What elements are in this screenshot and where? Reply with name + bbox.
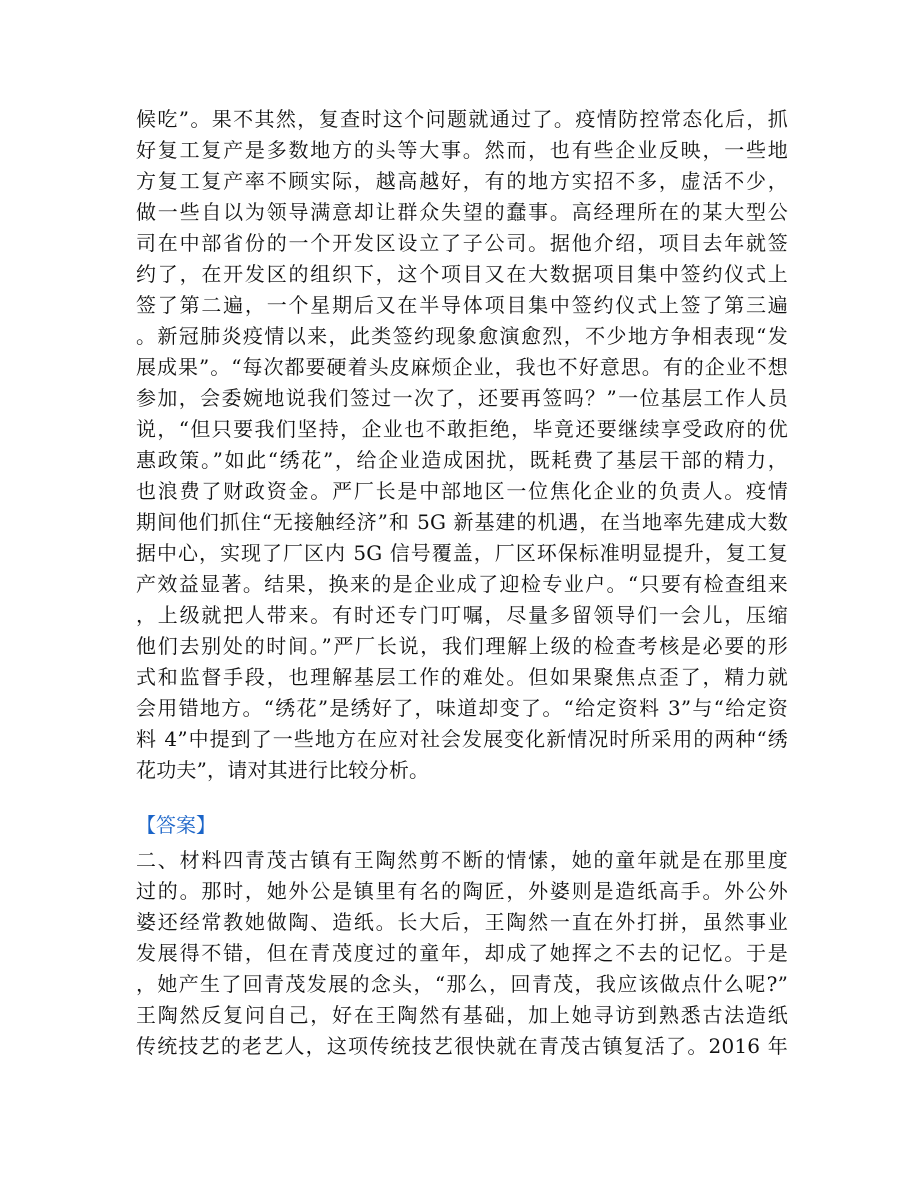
text-line: 做一些自以为领导满意却让群众失望的蠢事。高经理所在的某大型公 xyxy=(136,200,788,224)
text-line: 期间他们抓住“无接触经济”和 5G 新基建的机遇，在当地率先建成大数 xyxy=(136,510,788,534)
text-line: 也浪费了财政资金。严厂长是中部地区一位焦化企业的负责人。疫情 xyxy=(136,479,788,503)
answer-paragraph xyxy=(136,845,788,1062)
text-line: ，她产生了回青茂发展的念头，“那么，回青茂，我应该做点什么呢?” xyxy=(136,972,788,996)
text-line: 发展得不错，但在青茂度过的童年，却成了她挥之不去的记忆。于是 xyxy=(136,941,788,965)
text-line: 惠政策。”如此“绣花”，给企业造成困扰，既耗费了基层干部的精力， xyxy=(136,448,788,472)
text-line: 会用错地方。“绣花”是绣好了，味道却变了。“给定资料 3”与“给定资 xyxy=(136,696,788,720)
text-line: 王陶然反复问自己，好在王陶然有基础，加上她寻访到熟悉古法造纸 xyxy=(136,1003,788,1027)
text-line: 。新冠肺炎疫情以来，此类签约现象愈演愈烈，不少地方争相表现“发 xyxy=(136,324,788,348)
text-line: 参加，会委婉地说我们签过一次了，还要再签吗？”一位基层工作人员 xyxy=(136,386,788,410)
text-line: 式和监督手段，也理解基层工作的难处。但如果聚焦点歪了，精力就 xyxy=(136,665,788,689)
text-line: 方复工复产率不顾实际，越高越好，有的地方实招不多，虚活不少， xyxy=(136,169,788,193)
text-line: 据中心，实现了厂区内 5G 信号覆盖，厂区环保标准明显提升，复工复 xyxy=(136,541,788,565)
text-line: 好复工复产是多数地方的头等大事。然而，也有些企业反映，一些地 xyxy=(136,138,788,162)
text-line: 过的。那时，她外公是镇里有名的陶匠，外婆则是造纸高手。外公外 xyxy=(136,879,788,903)
text-line: 展成果”。“每次都要硬着头皮麻烦企业，我也不好意思。有的企业不想 xyxy=(136,355,788,379)
text-line: 司在中部省份的一个开发区设立了子公司。据他介绍，项目去年就签 xyxy=(136,231,788,255)
text-line: 花功夫”，请对其进行比较分析。 xyxy=(136,758,430,782)
text-line: ，上级就把人带来。有时还专门叮嘱，尽量多留领导们一会儿，压缩 xyxy=(136,603,788,627)
text-line: 签了第二遍，一个星期后又在半导体项目集中签约仪式上签了第三遍 xyxy=(136,293,788,317)
text-line: 传统技艺的老艺人，这项传统技艺很快就在青茂古镇复活了。2016 年 xyxy=(136,1034,788,1058)
text-line: 候吃”。果不其然，复查时这个问题就通过了。疫情防控常态化后，抓 xyxy=(136,107,788,131)
text-line: 约了，在开发区的组织下，这个项目又在大数据项目集中签约仪式上 xyxy=(136,262,788,286)
text-line: 婆还经常教她做陶、造纸。长大后，王陶然一直在外打拼，虽然事业 xyxy=(136,910,788,934)
text-line: 料 4”中提到了一些地方在应对社会发展变化新情况时所采用的两种“绣 xyxy=(136,727,788,751)
text-line: 他们去别处的时间。”严厂长说，我们理解上级的检查考核是必要的形 xyxy=(136,634,788,658)
answer-heading: 【答案】 xyxy=(136,813,216,837)
text-line: 产效益显著。结果，换来的是企业成了迎检专业户。“只要有检查组来 xyxy=(136,572,788,596)
text-line: 二、材料四青茂古镇有王陶然剪不断的情愫，她的童年就是在那里度 xyxy=(136,848,788,872)
question-paragraph xyxy=(136,104,788,786)
text-line: 说，“但只要我们坚持，企业也不敢拒绝，毕竟还要继续享受政府的优 xyxy=(136,417,788,441)
